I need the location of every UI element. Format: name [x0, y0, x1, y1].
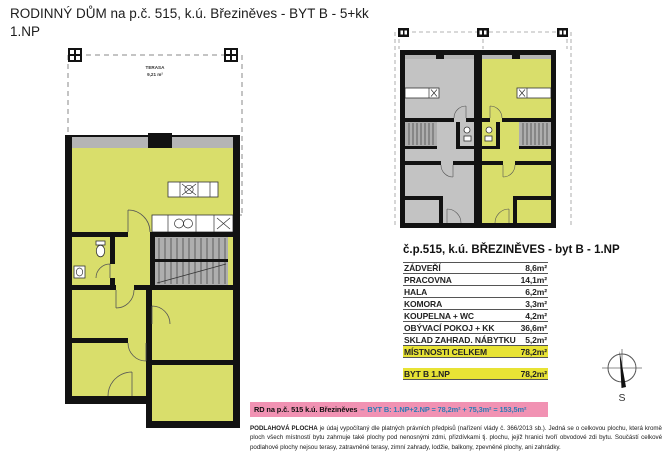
page-title: [10, 5, 369, 40]
table-row: [403, 322, 548, 334]
area-table-title: č.p.515, k.ú. BŘEZINĚVES - byt B - 1.NP: [403, 244, 620, 256]
table-row: [403, 262, 548, 274]
table-row: [403, 286, 548, 298]
table-row: [403, 334, 548, 346]
room-name: HALA: [404, 286, 428, 297]
page-title-line1: RODINNÝ DŮM na p.č. 515, k.ú. Březiněves - BYT B - 5+kk: [10, 6, 369, 21]
table-row: [403, 298, 548, 310]
toilet-tank-icon: [96, 241, 105, 245]
site-plan-both-units: [393, 28, 573, 236]
room-area: 4,2m²: [525, 310, 547, 321]
terrace-area-label: 9,21 m²: [147, 72, 163, 77]
kitchen-counter: [152, 215, 233, 232]
room-name: OBÝVACÍ POKOJ + KK: [404, 322, 495, 333]
north-compass-icon: [598, 348, 646, 404]
kitchen-island: [168, 182, 218, 197]
table-total-row: [403, 346, 548, 358]
unit-label: BYT B 1.NP: [404, 368, 450, 379]
summary-separator: –: [360, 405, 365, 414]
room-area: 8,6m²: [525, 263, 547, 273]
room-name: KOMORA: [404, 298, 443, 309]
unit-area: 78,2m²: [520, 368, 547, 379]
total-label: MÍSTNOSTI CELKEM: [404, 346, 487, 357]
table-row: [403, 310, 548, 322]
room-name: PRACOVNA: [404, 274, 452, 285]
footnote-lead: PODLAHOVÁ PLOCHA: [250, 425, 318, 432]
terrace-column-icon: [398, 28, 568, 37]
room-name: ZÁDVEŘÍ: [404, 263, 441, 273]
compass-needle: [620, 351, 627, 388]
compass-label: S: [618, 392, 626, 404]
room-name: SKLAD ZAHRAD. NÁBYTKU: [404, 334, 516, 345]
summary-prefix: RD na p.č. 515 k.ú. Březiněves: [254, 405, 358, 414]
table-row: [403, 274, 548, 286]
staircase: [155, 237, 228, 285]
terrace-label: TERASA: [145, 65, 165, 70]
area-table: [403, 262, 548, 358]
toilet-icon: [96, 245, 104, 257]
footnote: [250, 424, 662, 452]
summary-bar: [250, 402, 548, 417]
summary-detail: BYT B: 1.NP+2.NP = 78,2m² + 75,3m² = 153,5m²: [367, 405, 527, 414]
floor-plan-unit-b: [58, 38, 248, 436]
total-area: 78,2m²: [520, 346, 547, 357]
page-title-line2: 1.NP: [10, 23, 41, 39]
room-name: KOUPELNA + WC: [404, 310, 474, 321]
room-area: 6,2m²: [525, 286, 547, 297]
room-area: 5,2m²: [525, 334, 547, 345]
room-area: 3,3m²: [525, 298, 547, 309]
room-area: 36,6m²: [520, 322, 547, 333]
unit-total-row: [403, 368, 548, 380]
footnote-text: je údaj vypočítaný dle platných právních předpisů (nařízení vlády č. 366/2013 sb.). Jedná se o celkovou plochu, která kromě ploch všech místností bytu zahrnuje také plochy pod nenosnými zdmi, přizdívkami tj. plochu, jejíž hranici tvoří obvodové zdi bytu. Součástí celkové podlahové plochy nejsou terasy, zatravněné terasy, zimní zahrady, lodžie, balkony, zpevněné plochy, ani zahrádky.: [250, 425, 662, 451]
room-area: 14,1m²: [520, 274, 547, 285]
